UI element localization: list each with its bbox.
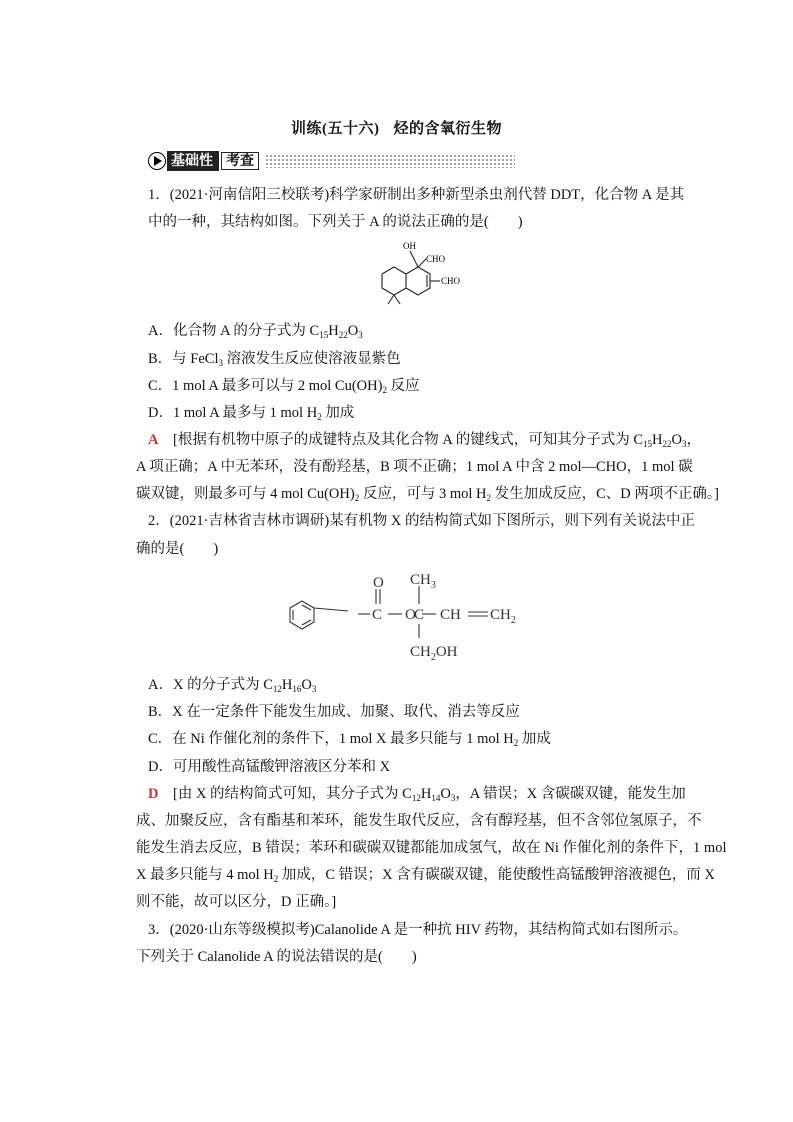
badge-right-label: 考查 xyxy=(221,152,259,170)
q2-answer-line-2: 成、加聚反应，含有酯基和苯环，能发生取代反应，含有醇羟基，但不含邻位氢原子，不 xyxy=(136,813,702,829)
q2-answer-line-3: 能发生消去反应，B 错误；苯环和碳碳双键都能加成氢气，故在 Ni 作催化剂的条件下，1 mol xyxy=(136,840,727,856)
badge-left-label: 基础性 xyxy=(167,151,219,171)
q2-answer-line-5: 则不能，故可以区分，D 正确。] xyxy=(136,894,337,910)
q3-stem-line-1: 3．(2020·山东等级模拟考)Calanolide A 是一种抗 HIV 药物，其结构简式如右图所示。 xyxy=(148,922,688,938)
q1-stem-line-1: 1．(2021·河南信阳三校联考)科学家研制出多种新型杀虫剂代替 DDT，化合物 A 是其 xyxy=(148,187,685,203)
cho-label-right: CHO xyxy=(441,276,460,286)
carbonyl-o-label: O xyxy=(373,575,384,591)
cho-label-top: CHO xyxy=(426,254,446,264)
ch2oh-label: $CH_2OH$ xyxy=(410,644,458,663)
compound-a-structure xyxy=(370,237,460,315)
q2-option-b: B．X 在一定条件下能发生加成、加聚、取代、消去等反应 xyxy=(148,704,520,720)
quaternary-c-label: C xyxy=(414,607,425,623)
page-title xyxy=(0,117,793,138)
q1-answer-line-2: A 项正确；A 中无苯环，没有酚羟基，B 项不正确；1 mol A 中含 2 mol—CHO，1 mol 碳 xyxy=(136,459,693,475)
title-prefix: 训练(五十六) xyxy=(290,121,380,137)
q1-option-c: C．1 mol A 最多可以与 2 mol $Cu(OH)_2$ 反应 xyxy=(148,378,420,395)
play-icon xyxy=(148,152,166,170)
oh-label: OH xyxy=(403,241,416,251)
q2-answer-letter: D xyxy=(148,786,159,802)
compound-x-structure xyxy=(278,566,528,666)
q2-stem-line-2: 确的是( ) xyxy=(136,541,219,557)
title-subject: 烃的含氧衍生物 xyxy=(393,121,502,137)
dotted-divider xyxy=(265,154,515,168)
q2-option-c: C．在 Ni 作催化剂的条件下，1 mol X 最多只能与 1 mol $H_2$ 加成 xyxy=(148,731,551,748)
q3-stem-line-2: 下列关于 Calanolide A 的说法错误的是( ) xyxy=(136,949,417,965)
q2-option-a: A．X 的分子式为 $C_{12}H_{16}O_3$ xyxy=(148,677,317,694)
q2-answer-line-1: D [由 X 的结构简式可知，其分子式为 $C_{12}H_{14}O_3$，A 错误；X 含碳碳双键，能发生加 xyxy=(148,786,686,803)
q1-answer-line-1: A [根据有机物中原子的成键特点及其化合物 A 的键线式，可知其分子式为 $C_{15}H_{22}O_3$， xyxy=(148,432,701,449)
q1-option-b: B．与 FeCl$_3$ 溶液发生反应使溶液显紫色 xyxy=(148,351,401,368)
section-badge xyxy=(148,151,515,171)
q1-stem-line-2: 中的一种，其结构如图。下列关于 A 的说法正确的是( ) xyxy=(148,214,523,230)
q1-option-a: A．化合物 A 的分子式为 $C_{15}H_{22}O_3$ xyxy=(148,323,363,340)
q2-stem-line-1: 2．(2021·吉林省吉林市调研)某有机物 X 的结构简式如下图所示，则下列有关说法中正 xyxy=(148,513,695,529)
ester-o-label: O xyxy=(405,607,416,623)
q2-option-d: D．可用酸性高锰酸钾溶液区分苯和 X xyxy=(148,759,391,775)
ch2-label: $CH_2$ xyxy=(490,607,516,626)
q1-option-d: D．1 mol A 最多与 1 mol $H_2$ 加成 xyxy=(148,405,355,422)
q1-answer-line-3: 碳双键，则最多可与 4 mol $Cu(OH)_2$ 反应，可与 3 mol $H_2$ 发生加成反应，C、D 两项不正确。] xyxy=(136,486,719,503)
q2-answer-line-4: X 最多只能与 4 mol $H_2$ 加成，C 错误；X 含有碳碳双键，能使酸性高锰酸钾溶液褪色，而 X xyxy=(136,867,715,884)
ch3-label: $CH_3$ xyxy=(410,572,436,591)
carbonyl-c-label: C xyxy=(372,607,383,623)
ch-label: CH xyxy=(440,607,461,623)
q1-answer-letter: A xyxy=(148,432,159,448)
